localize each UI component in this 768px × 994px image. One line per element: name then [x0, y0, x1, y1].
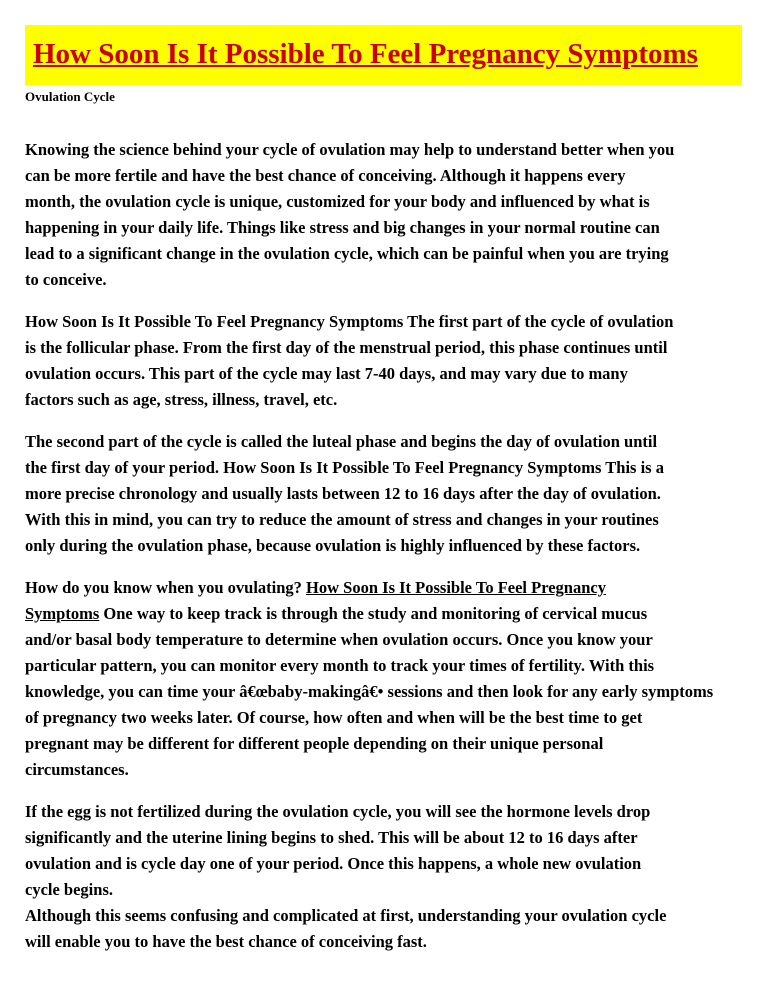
- body-text: [25, 137, 768, 955]
- text-line: Although this seems confusing and complicated at first, understanding your ovulation cycle: [25, 906, 667, 925]
- text-line: month, the ovulation cycle is unique, customized for your body and influenced by what is: [25, 192, 650, 211]
- text-line: pregnant may be different for different people depending on their unique personal: [25, 734, 604, 753]
- text-line: to conceive.: [25, 270, 107, 289]
- text-line: With this in mind, you can try to reduce the amount of stress and changes in your routines: [25, 510, 659, 529]
- text-line: circumstances.: [25, 760, 129, 779]
- paragraph-follicular-phase: [25, 309, 768, 413]
- text-line: only during the ovulation phase, because ovulation is highly influenced by these factors.: [25, 536, 641, 555]
- text-line: more precise chronology and usually lasts between 12 to 16 days after the day of ovulation.: [25, 484, 661, 503]
- text-line: ovulation and is cycle day one of your period. Once this happens, a whole new ovulation: [25, 854, 642, 873]
- page-title: How Soon Is It Possible To Feel Pregnancy Symptoms: [33, 38, 698, 70]
- paragraph-cycle-restart: [25, 799, 768, 955]
- text-line: If the egg is not fertilized during the ovulation cycle, you will see the hormone levels drop: [25, 802, 651, 821]
- text-line: and/or basal body temperature to determine when ovulation occurs. Once you know your: [25, 630, 653, 649]
- text-line: the first day of your period. How Soon Is It Possible To Feel Pregnancy Symptoms This is a: [25, 458, 664, 477]
- paragraph-tracking-ovulation: [25, 575, 768, 783]
- text-line: [25, 575, 768, 601]
- text-line: particular pattern, you can monitor every month to track your times of fertility. With this: [25, 656, 655, 675]
- text-line: cycle begins.: [25, 880, 113, 899]
- text-line: is the follicular phase. From the first day of the menstrual period, this phase continues until: [25, 338, 668, 357]
- text-line: ovulation occurs. This part of the cycle may last 7-40 days, and may vary due to many: [25, 364, 628, 383]
- text-line: significantly and the uterine lining begins to shed. This will be about 12 to 16 days after: [25, 828, 638, 847]
- text-line: of pregnancy two weeks later. Of course, how often and when will be the best time to get: [25, 708, 643, 727]
- text-line: How Soon Is It Possible To Feel Pregnancy Symptoms The first part of the cycle of ovulation: [25, 312, 674, 331]
- paragraph-intro: [25, 137, 768, 293]
- title-banner: [25, 25, 742, 85]
- text-line: lead to a significant change in the ovulation cycle, which can be painful when you are trying: [25, 244, 669, 263]
- text-line: factors such as age, stress, illness, travel, etc.: [25, 390, 338, 409]
- text-line: Knowing the science behind your cycle of ovulation may help to understand better when you: [25, 140, 675, 159]
- section-subtitle: Ovulation Cycle: [25, 89, 115, 104]
- text-line: knowledge, you can time your â€œbaby-makingâ€• sessions and then look for any early symptoms: [25, 682, 714, 701]
- text-line: The second part of the cycle is called the luteal phase and begins the day of ovulation until: [25, 432, 658, 451]
- text-segment: One way to keep track is through the study and monitoring of cervical mucus: [99, 604, 648, 623]
- paragraph-luteal-phase: [25, 429, 768, 559]
- text-line: will enable you to have the best chance of conceiving fast.: [25, 932, 427, 951]
- article-link[interactable]: How Soon Is It Possible To Feel Pregnancy: [306, 578, 606, 597]
- article-link-continued[interactable]: Symptoms: [25, 604, 100, 623]
- text-segment: How do you know when you ovulating?: [25, 578, 307, 597]
- text-line: happening in your daily life. Things like stress and big changes in your normal routine can: [25, 218, 660, 237]
- text-line: can be more fertile and have the best chance of conceiving. Although it happens every: [25, 166, 626, 185]
- text-line: [25, 601, 768, 627]
